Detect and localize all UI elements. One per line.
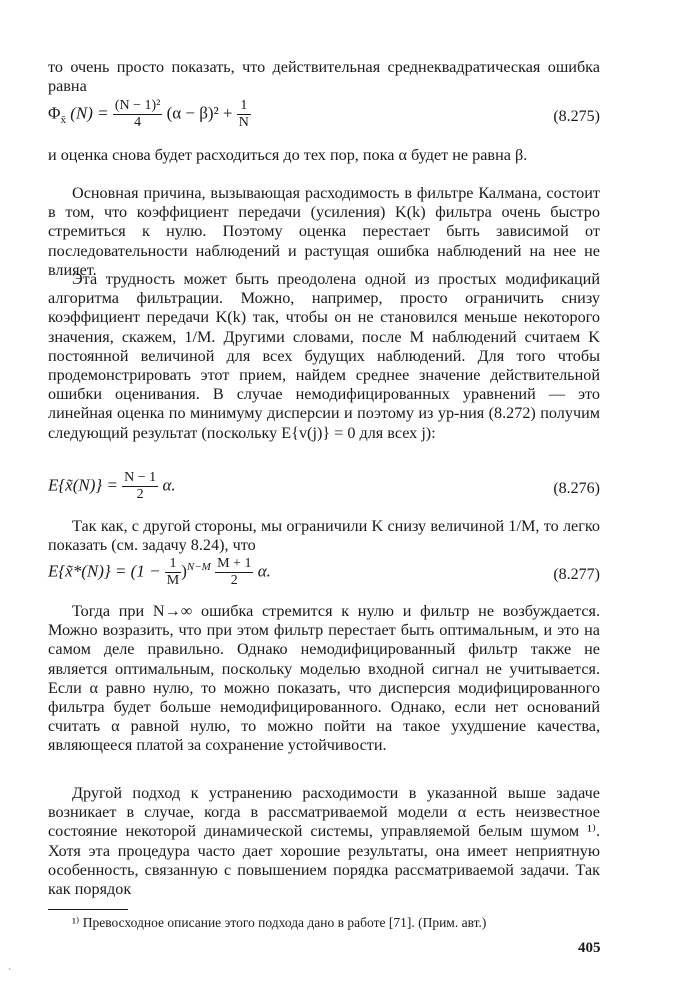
eq-277-frac1-den: M bbox=[166, 573, 180, 588]
after-275-text: и оценка снова будет расходиться до тех пор, пока α будет не равна β. bbox=[48, 146, 528, 164]
eq-276-frac bbox=[122, 470, 158, 503]
then-text: Тогда при N→∞ ошибка стремится к нулю и фильтр не возбуждается. Можно возразить, что при этом фильтр перестает быть оптимальным, и это на самом деле правильно. Однако немодифицированный фильтр также не является оптимальным, поскольку моделью входной сигнал не учитывается. Если α равно нулю, то можно показать, что дисперсия модифицированного фильтра будет больше немодифицированного. Однако, если нет оснований считать α равной нулю, то можно пойти на такое ухудшение качества, являющееся платой за сохранение устойчивости. bbox=[48, 602, 600, 755]
equation-8-277 bbox=[48, 556, 600, 596]
paragraph-reason bbox=[48, 184, 600, 280]
paragraph-since bbox=[48, 517, 600, 555]
since-text: Так как, с другой стороны, мы ограничили K снизу величиной 1/M, то легко показать (см. задачу 8.24), что bbox=[48, 517, 600, 555]
other-approach-text: Другой подход к устранению расходимости в указанной выше задаче возникает в случае, когда в рассматриваемой модели α есть неизвестное состояние некоторой динамической системы, управляемой белым шумом ¹⁾. Хотя эта процедура часто дает хорошие результаты, она имеет неприятную особенность, связанную с повышением порядка рассматриваемой задачи. Так как порядок bbox=[48, 784, 600, 899]
eq-275-frac1-den: 4 bbox=[134, 115, 142, 130]
equation-8-276 bbox=[48, 470, 600, 510]
paragraph-other-approach bbox=[48, 784, 600, 899]
equation-number-8-276: (8.276) bbox=[553, 480, 600, 497]
footnote: ¹⁾ Превосходное описание этого подхода дано в работе [71]. (Прим. авт.) bbox=[72, 915, 487, 930]
eq-276-lhs: E{x̃(N)} = bbox=[48, 475, 118, 495]
eq-277-frac2-num: M + 1 bbox=[217, 556, 252, 571]
corner-mark: ` bbox=[8, 968, 12, 979]
eq-277-pow: ) bbox=[181, 561, 187, 581]
eq-275-mid: (α − β)² + bbox=[166, 103, 233, 123]
paragraph-after-275 bbox=[48, 146, 600, 165]
intro-text: то очень просто показать, что действительная среднеквадратическая ошибка равна bbox=[48, 58, 600, 96]
equation-8-276-body bbox=[48, 470, 176, 503]
eq-275-frac1 bbox=[113, 98, 163, 131]
equation-8-275-body bbox=[48, 98, 251, 131]
paragraph-difficulty bbox=[48, 270, 600, 443]
difficulty-text: Эта трудность может быть преодолена одной из простых модификаций алгоритма фильтрации. Можно, например, просто ограничить снизу коэффициент передачи K(k) так, чтобы он не становился меньше некоторого значения, скажем, 1/M. Другими словами, после M наблюдений считаем K постоянной величиной для всех будущих наблюдений. Для того чтобы продемонстрировать этот прием, найдем среднее значение действительной ошибки оценивания. В случае немодифицированных уравнений — это линейная оценка по минимуму дисперсии и поэтому из ур-ния (8.272) получим следующий результат (поскольку E{v(j)} = 0 для всех j): bbox=[48, 270, 600, 442]
equation-8-275 bbox=[48, 98, 600, 138]
eq-276-rhs: α. bbox=[162, 475, 176, 495]
equation-number-8-275: (8.275) bbox=[553, 108, 600, 125]
eq-276-frac-num: N − 1 bbox=[124, 470, 157, 485]
eq-277-frac2 bbox=[215, 556, 253, 589]
eq-275-frac2 bbox=[237, 98, 251, 131]
paragraph-intro bbox=[48, 58, 600, 96]
footnote-divider bbox=[48, 909, 128, 910]
page-number: 405 bbox=[578, 940, 601, 956]
eq-275-frac2-den: N bbox=[238, 115, 249, 130]
eq-277-exp: N−M bbox=[186, 560, 211, 573]
eq-275-arg: (N) = bbox=[70, 103, 109, 123]
eq-277-frac1 bbox=[165, 556, 181, 589]
eq-277-lhs: E{x̃*(N)} = (1 − bbox=[48, 561, 161, 581]
equation-8-277-body bbox=[48, 556, 271, 589]
reason-text: Основная причина, вызывающая расходимость в фильтре Калмана, состоит в том, что коэффициент передачи (усиления) K(k) фильтра очень быстро стремиться к нулю. Поэтому оценка перестает быть зависимой от последовательности наблюдений и растущая ошибка наблюдений на нее не влияет. bbox=[48, 184, 600, 279]
eq-275-sub: x̃ bbox=[60, 113, 66, 126]
eq-277-frac2-den: 2 bbox=[230, 573, 238, 588]
paragraph-then bbox=[48, 602, 600, 756]
eq-276-frac-den: 2 bbox=[136, 487, 144, 502]
eq-275-lhs: Φ bbox=[48, 103, 61, 123]
eq-277-rhs: α. bbox=[257, 561, 271, 581]
equation-number-8-277: (8.277) bbox=[553, 566, 600, 583]
eq-277-frac1-num: 1 bbox=[165, 556, 181, 573]
eq-275-frac2-num: 1 bbox=[237, 98, 251, 115]
eq-275-frac1-num: (N − 1)² bbox=[114, 98, 161, 113]
